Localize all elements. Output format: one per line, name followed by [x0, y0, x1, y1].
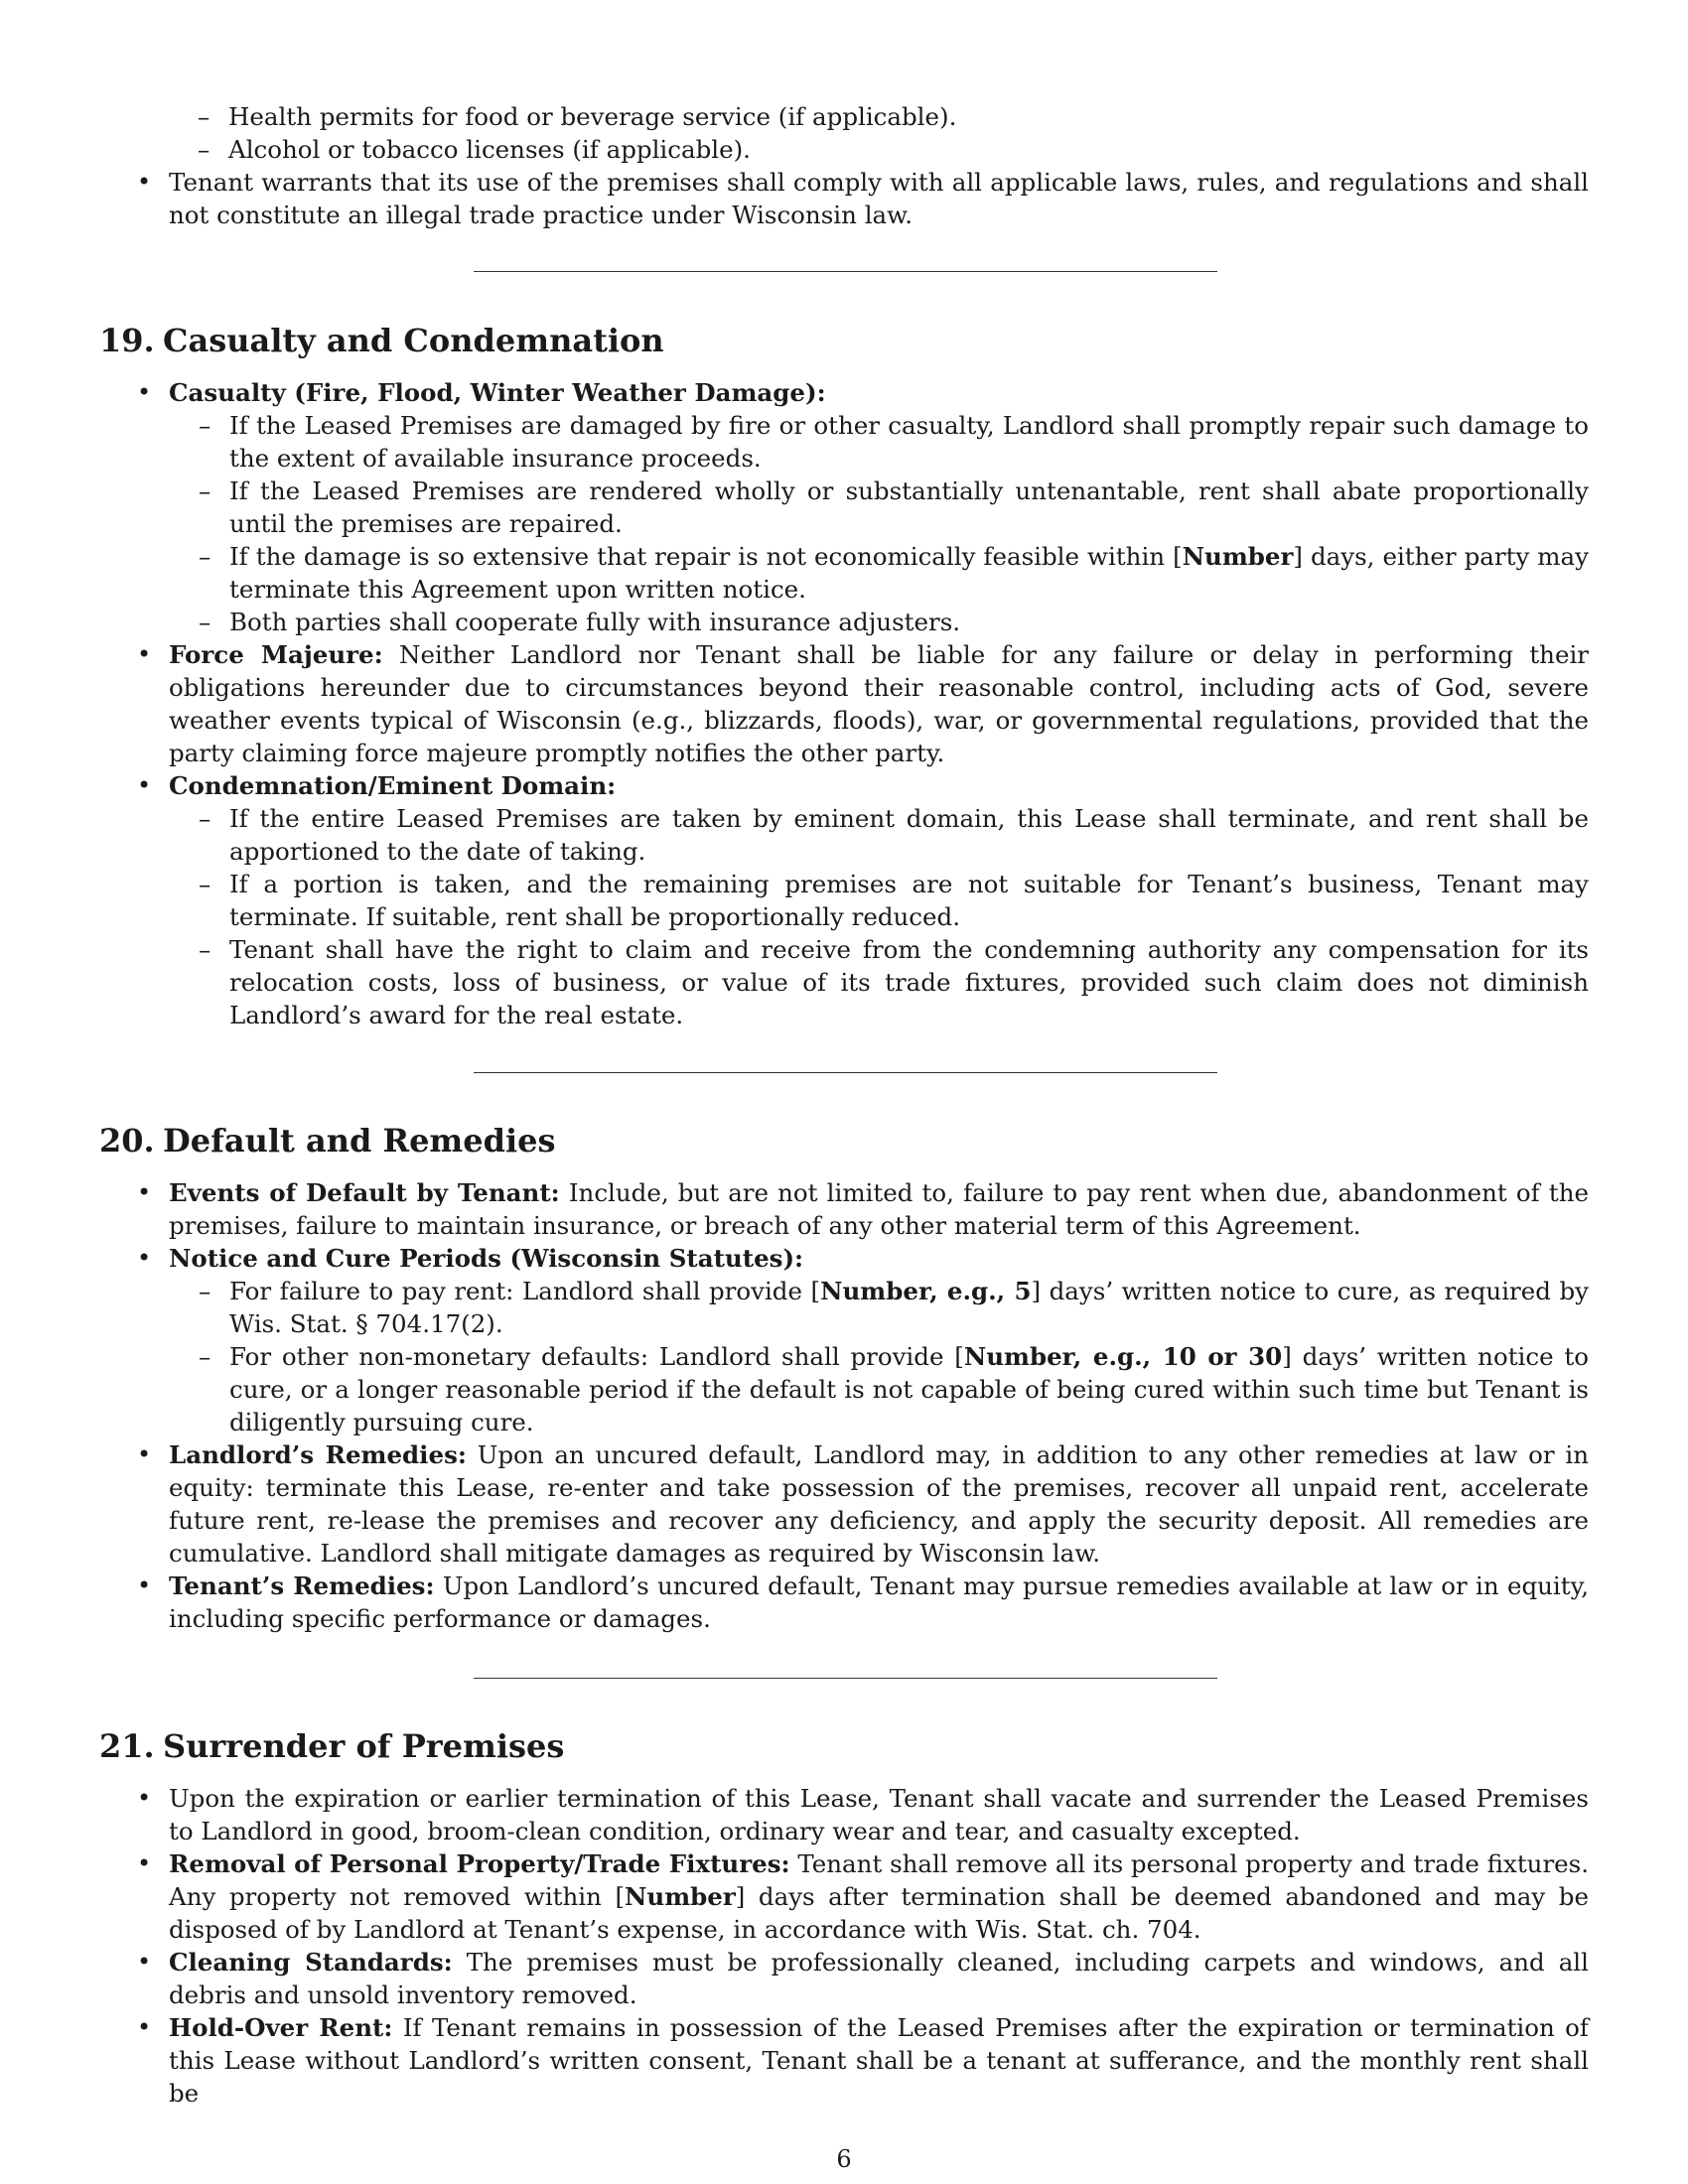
section-divider	[474, 271, 1217, 272]
notice-label: Notice and Cure Periods (Wisconsin Statutes):	[169, 1244, 804, 1273]
list-item: – If the Leased Premises are damaged by fire or other casualty, Landlord shall promptly repair such damage to the extent of available insurance proceeds.	[169, 409, 1589, 475]
list-item: • Tenant warrants that its use of the premises shall comply with all applicable laws, rules, and regulations and shall not constitute an illegal trade practice under Wisconsin law.	[99, 166, 1589, 231]
placeholder-text: Number	[625, 1882, 736, 1911]
text: For failure to pay rent: Landlord shall provide [	[229, 1277, 821, 1305]
section-title: Casualty and Condemnation	[163, 322, 664, 359]
list-item: – Health permits for food or beverage service (if applicable).	[99, 100, 1589, 133]
placeholder-text: Number, e.g., 10 or 30	[963, 1342, 1283, 1371]
condemnation-item	[99, 769, 1589, 1031]
removal-item	[99, 1847, 1589, 1946]
casualty-label: Casualty (Fire, Flood, Winter Weather Damage):	[169, 378, 826, 407]
section-divider	[474, 1072, 1217, 1073]
text: For other non-monetary defaults: Landlord shall provide [	[229, 1342, 964, 1371]
section-title: Surrender of Premises	[163, 1727, 565, 1765]
casualty-item	[99, 376, 1589, 638]
events-of-default-item	[99, 1176, 1589, 1242]
tenant-remedies-item	[99, 1570, 1589, 1635]
section-divider	[474, 1678, 1217, 1679]
holdover-item	[99, 2011, 1589, 2110]
list-item	[169, 1340, 1589, 1438]
surrender-intro-item: • Upon the expiration or earlier termination of this Lease, Tenant shall vacate and surrender the Leased Premises to Landlord in good, broom-clean condition, ordinary wear and tear, and casualty excepted.	[99, 1782, 1589, 1847]
text: ] days after termination shall be deemed abandoned and may be disposed of by Landlord at Tenant’s expense, in accordance with Wis. Stat. ch. 704.	[169, 1882, 1589, 1944]
holdover-label: Hold-Over Rent:	[169, 2013, 393, 2042]
landlord-remedies-item	[99, 1438, 1589, 1570]
page-number: 6	[836, 2145, 852, 2173]
list-item: – Both parties shall cooperate fully with insurance adjusters.	[169, 606, 1589, 638]
section-heading-21	[99, 1726, 564, 1766]
cleaning-label: Cleaning Standards:	[169, 1948, 453, 1977]
cleaning-item	[99, 1946, 1589, 2011]
text: Upon an uncured default, Landlord may, in addition to any other remedies at law or in equity: terminate this Lease, re-enter and take possession of the premises, recover all unpaid rent, accelerate future rent, re-lease the premises and recover any deficiency, and apply the security deposit. All remedies are cumulative. Landlord shall mitigate damages as required by Wisconsin law.	[169, 1440, 1589, 1568]
tenant-label: Tenant’s Remedies:	[169, 1571, 435, 1600]
permits-sublist	[99, 100, 1589, 166]
section-number: 20.	[99, 1122, 155, 1160]
text: Neither Landlord nor Tenant shall be liable for any failure or delay in performing their obligations hereunder due to circumstances beyond their reasonable control, including acts of God, severe weather events typical of Wisconsin (e.g., blizzards, floods), war, or governmental regulations, provided that the party claiming force majeure promptly notifies the other party.	[169, 640, 1589, 767]
section-number: 19.	[99, 322, 155, 359]
notice-cure-item	[99, 1242, 1589, 1438]
condemnation-label: Condemnation/Eminent Domain:	[169, 771, 617, 800]
force-majeure-item	[99, 638, 1589, 769]
section-19-bullets	[99, 376, 1589, 1031]
intro-bullets	[99, 166, 1589, 231]
text: Tenant shall remove all its personal property and trade fixtures. Any property not removed within [	[169, 1849, 1590, 1911]
section-heading-20	[99, 1121, 556, 1160]
list-item: – Alcohol or tobacco licenses (if applicable).	[99, 133, 1589, 166]
section-19-body	[99, 376, 1589, 1031]
list-item	[169, 540, 1589, 606]
section-21-body	[99, 1782, 1589, 2110]
condemnation-sublist	[169, 802, 1589, 1031]
intro-block	[99, 100, 1589, 231]
section-number: 21.	[99, 1727, 155, 1765]
list-item: – Tenant shall have the right to claim and receive from the condemning authority any compensation for its relocation costs, loss of business, or value of its trade fixtures, provided such claim does not diminish Landlord’s award for the real estate.	[169, 933, 1589, 1031]
text: ] days’ written notice to cure, as required by Wis. Stat. § 704.17(2).	[229, 1277, 1589, 1338]
placeholder-text: Number, e.g., 5	[820, 1277, 1032, 1305]
removal-label: Removal of Personal Property/Trade Fixtures:	[169, 1849, 790, 1878]
landlord-label: Landlord’s Remedies:	[169, 1440, 467, 1469]
list-item: – If the Leased Premises are rendered wholly or substantially untenantable, rent shall abate proportionally until the premises are repaired.	[169, 475, 1589, 540]
list-item: – If a portion is taken, and the remaining premises are not suitable for Tenant’s business, Tenant may terminate. If suitable, rent shall be proportionally reduced.	[169, 868, 1589, 933]
notice-sublist	[169, 1275, 1589, 1438]
placeholder-text: Number	[1182, 542, 1294, 571]
text: If Tenant remains in possession of the Leased Premises after the expiration or termination of this Lease without Landlord’s written consent, Tenant shall be a tenant at sufferance, and the monthly rent shall be	[169, 2013, 1589, 2108]
section-20-body	[99, 1176, 1589, 1635]
force-majeure-label: Force Majeure:	[169, 640, 383, 669]
text: ] days’ written notice to cure, or a longer reasonable period if the default is not capable of being cured within such time but Tenant is diligently pursuing cure.	[229, 1342, 1589, 1436]
casualty-sublist	[169, 409, 1589, 638]
text: Include, but are not limited to, failure to pay rent when due, abandonment of the premises, failure to maintain insurance, or breach of any other material term of this Agreement.	[169, 1178, 1589, 1240]
text: Upon Landlord’s uncured default, Tenant may pursue remedies available at law or in equity, including specific performance or damages.	[169, 1571, 1589, 1633]
section-21-bullets	[99, 1782, 1589, 2110]
events-label: Events of Default by Tenant:	[169, 1178, 560, 1207]
text: If the damage is so extensive that repair is not economically feasible within [	[229, 542, 1183, 571]
section-title: Default and Remedies	[163, 1122, 556, 1160]
text: ] days, either party may terminate this Agreement upon written notice.	[229, 542, 1589, 604]
section-heading-19	[99, 321, 664, 360]
list-item	[169, 1275, 1589, 1340]
text: The premises must be professionally cleaned, including carpets and windows, and all debris and unsold inventory removed.	[169, 1948, 1589, 2009]
section-20-bullets	[99, 1176, 1589, 1635]
list-item: – If the entire Leased Premises are taken by eminent domain, this Lease shall terminate, and rent shall be apportioned to the date of taking.	[169, 802, 1589, 868]
